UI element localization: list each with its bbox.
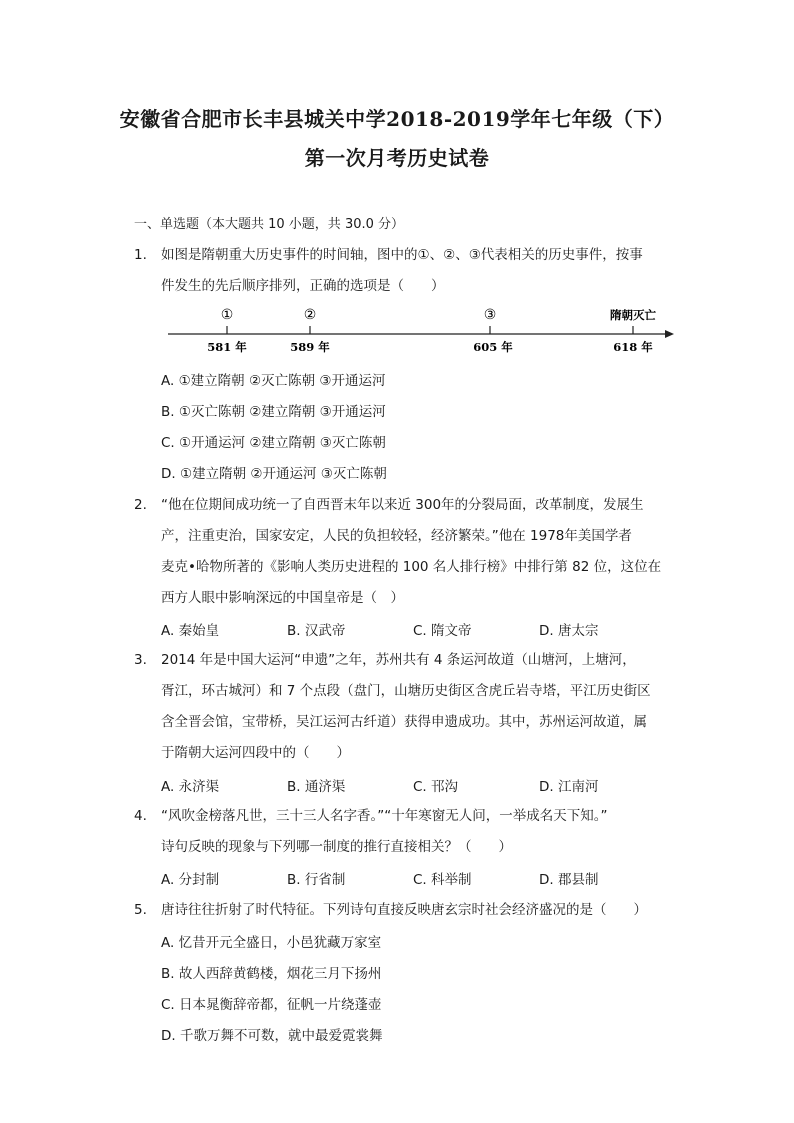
timeline-marker-1 xyxy=(207,307,247,354)
timeline-year-label: 581 年 xyxy=(207,340,247,354)
option-a: A. 忆昔开元全盛日，小邑犹藏万家室 xyxy=(161,935,382,951)
question-2 xyxy=(134,490,664,614)
option-a: A. 分封制 xyxy=(161,872,220,888)
timeline-arrow-icon xyxy=(665,330,674,338)
question-number: 1. xyxy=(134,247,147,263)
option-d: D. 江南河 xyxy=(539,779,599,795)
question-5 xyxy=(134,895,664,926)
option-b: B. 汉武帝 xyxy=(287,623,346,639)
timeline-event-label: 隋朝灭亡 xyxy=(610,308,656,322)
question-text-line: 胥江，环古城河）和 7 个点段（盘门，山塘历史街区含虎丘岩寺塔，平江历史街区 xyxy=(161,683,651,699)
option-b: B. 通济渠 xyxy=(287,779,346,795)
question-1 xyxy=(134,240,664,302)
option-c: C. 邗沟 xyxy=(413,779,459,795)
question-text-line: 2014 年是中国大运河“申遗”之年，苏州共有 4 条运河故道（山塘河，上塘河， xyxy=(161,652,636,668)
question-3 xyxy=(134,645,664,769)
timeline-event-label: ① xyxy=(220,307,234,323)
question-number: 3. xyxy=(134,652,147,668)
question-text-line: 如图是隋朝重大历史事件的时间轴，图中的①、②、③代表相关的历史事件，按事 xyxy=(161,247,643,263)
question-text-line: 产，注重吏治，国家安定，人民的负担较轻，经济繁荣。”他在 1978年美国学者 xyxy=(161,528,632,544)
question-text-line: 西方人眼中影响深远的中国皇帝是（ ） xyxy=(161,590,404,606)
question-text-line: 含全晋会馆，宝带桥，吴江运河古纤道）获得申遗成功。其中，苏州运河故道，属 xyxy=(161,714,647,730)
option-b: B. 行省制 xyxy=(287,872,346,888)
option-a: A. 秦始皇 xyxy=(161,623,220,639)
option-d: D. 唐太宗 xyxy=(539,623,599,639)
question-number: 2. xyxy=(134,497,147,513)
question-4 xyxy=(134,801,664,863)
timeline-year-label: 618 年 xyxy=(613,340,653,354)
option-d: D. ①建立隋朝 ②开通运河 ③灭亡陈朝 xyxy=(161,466,387,482)
question-text-line: “风吹金榜落凡世，三十三人名字香。”“十年寒窗无人问，一举成名天下知。” xyxy=(161,808,608,824)
option-d: D. 郡县制 xyxy=(539,872,599,888)
timeline-marker-3 xyxy=(473,307,513,354)
option-c: C. 日本晁衡辞帝都，征帆一片绕蓬壶 xyxy=(161,997,382,1013)
timeline-marker-4 xyxy=(610,308,656,354)
option-a: A. 永济渠 xyxy=(161,779,220,795)
option-a: A. ①建立隋朝 ②灭亡陈朝 ③开通运河 xyxy=(161,373,386,389)
question-text-line: 于隋朝大运河四段中的（ ） xyxy=(161,745,350,761)
sui-timeline-figure xyxy=(160,300,680,360)
question-text-line: 麦克•哈物所著的《影响人类历史进程的 100 名人排行榜》中排行第 82 位，这位在 xyxy=(161,559,662,575)
exam-title-line1: 安徽省合肥市长丰县城关中学2018-2019学年七年级（下） xyxy=(119,107,675,131)
question-number: 4. xyxy=(134,808,147,824)
timeline-event-label: ② xyxy=(303,307,317,323)
option-c: C. 隋文帝 xyxy=(413,623,472,639)
question-text-line: “他在位期间成功统一了自西晋末年以来近 300年的分裂局面，改革制度，发展生 xyxy=(161,497,644,513)
question-text-line: 件发生的先后顺序排列，正确的选项是（ ） xyxy=(161,278,445,294)
option-c: C. 科举制 xyxy=(413,872,472,888)
timeline-event-label: ③ xyxy=(483,307,497,323)
section-heading: 一、单选题（本大题共 10 小题，共 30.0 分） xyxy=(134,217,405,232)
question-number: 5. xyxy=(134,902,147,918)
option-b: B. 故人西辞黄鹤楼，烟花三月下扬州 xyxy=(161,966,382,982)
option-b: B. ①灭亡陈朝 ②建立隋朝 ③开通运河 xyxy=(161,404,386,420)
timeline-year-label: 605 年 xyxy=(473,340,513,354)
option-c: C. ①开通运河 ②建立隋朝 ③灭亡陈朝 xyxy=(161,435,386,451)
question-text-line: 唐诗往往折射了时代特征。下列诗句直接反映唐玄宗时社会经济盛况的是（ ） xyxy=(161,902,647,918)
question-text-line: 诗句反映的现象与下列哪一制度的推行直接相关？（ ） xyxy=(161,839,512,855)
option-d: D. 千歌万舞不可数，就中最爱霓裳舞 xyxy=(161,1028,383,1044)
timeline-marker-2 xyxy=(290,307,330,354)
timeline-year-label: 589 年 xyxy=(290,340,330,354)
exam-title-line2: 第一次月考历史试卷 xyxy=(304,146,490,170)
